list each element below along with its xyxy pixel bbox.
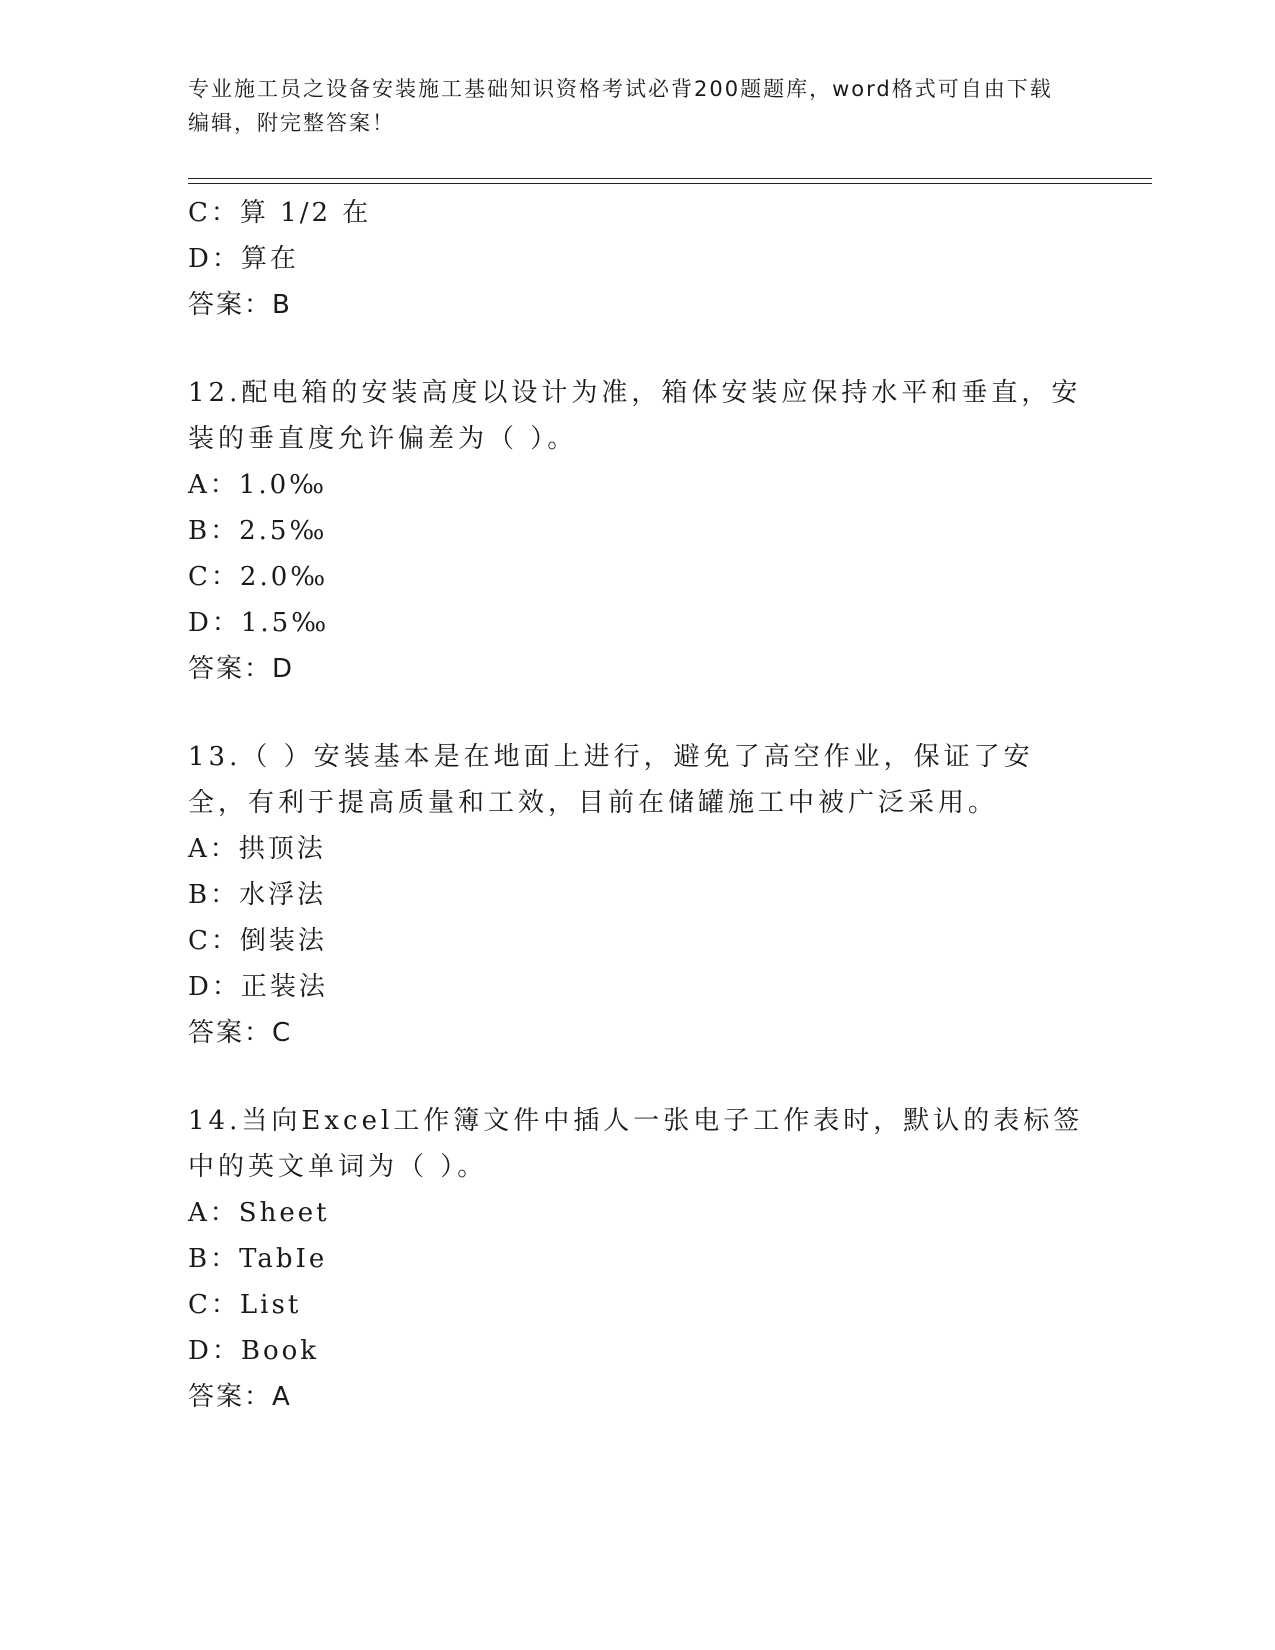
option-b: B：2.5‰ xyxy=(188,516,328,546)
option-d: D：Book xyxy=(188,1336,320,1366)
question-stem: 13.（ ）安装基本是在地面上进行，避免了高空作业，保证了安全，有利于提高质量和工效，目前在储罐施工中被广泛采用。 xyxy=(188,742,1034,818)
option-d: D：算在 xyxy=(188,244,299,274)
header-divider-bottom xyxy=(188,183,1152,184)
option-b: B：水浮法 xyxy=(188,880,327,910)
option-c: C：算 1/2 在 xyxy=(188,198,372,228)
answer-line: 答案：D xyxy=(188,654,295,684)
option-d: D：正装法 xyxy=(188,972,328,1002)
question-stem: 14.当向Excel工作簿文件中插人一张电子工作表时，默认的表标签中的英文单词为（ ）。 xyxy=(188,1106,1084,1182)
option-d: D：1.5‰ xyxy=(188,608,330,638)
option-b: B：TabIe xyxy=(188,1244,328,1274)
document-body xyxy=(188,190,1088,1420)
answer-line: 答案：B xyxy=(188,290,292,320)
option-a: A：拱顶法 xyxy=(188,834,326,864)
question-12 xyxy=(188,370,1088,692)
document-header: 专业施工员之设备安装施工基础知识资格考试必背200题题库，word格式可自由下载编辑，附完整答案！ xyxy=(188,77,1053,135)
question-stem: 12.配电箱的安装高度以设计为准，箱体安装应保持水平和垂直，安装的垂直度允许偏差为（ ）。 xyxy=(188,378,1082,454)
option-c: C：倒装法 xyxy=(188,926,327,956)
option-c: C：List xyxy=(188,1290,302,1320)
continued-question xyxy=(188,190,1088,328)
answer-line: 答案：A xyxy=(188,1382,292,1412)
option-c: C：2.0‰ xyxy=(188,562,329,592)
option-a: A：1.0‰ xyxy=(188,470,328,500)
header-divider-top xyxy=(188,178,1152,179)
question-14 xyxy=(188,1098,1088,1420)
question-13 xyxy=(188,734,1088,1056)
answer-line: 答案：C xyxy=(188,1018,293,1048)
option-a: A：Sheet xyxy=(188,1198,330,1228)
